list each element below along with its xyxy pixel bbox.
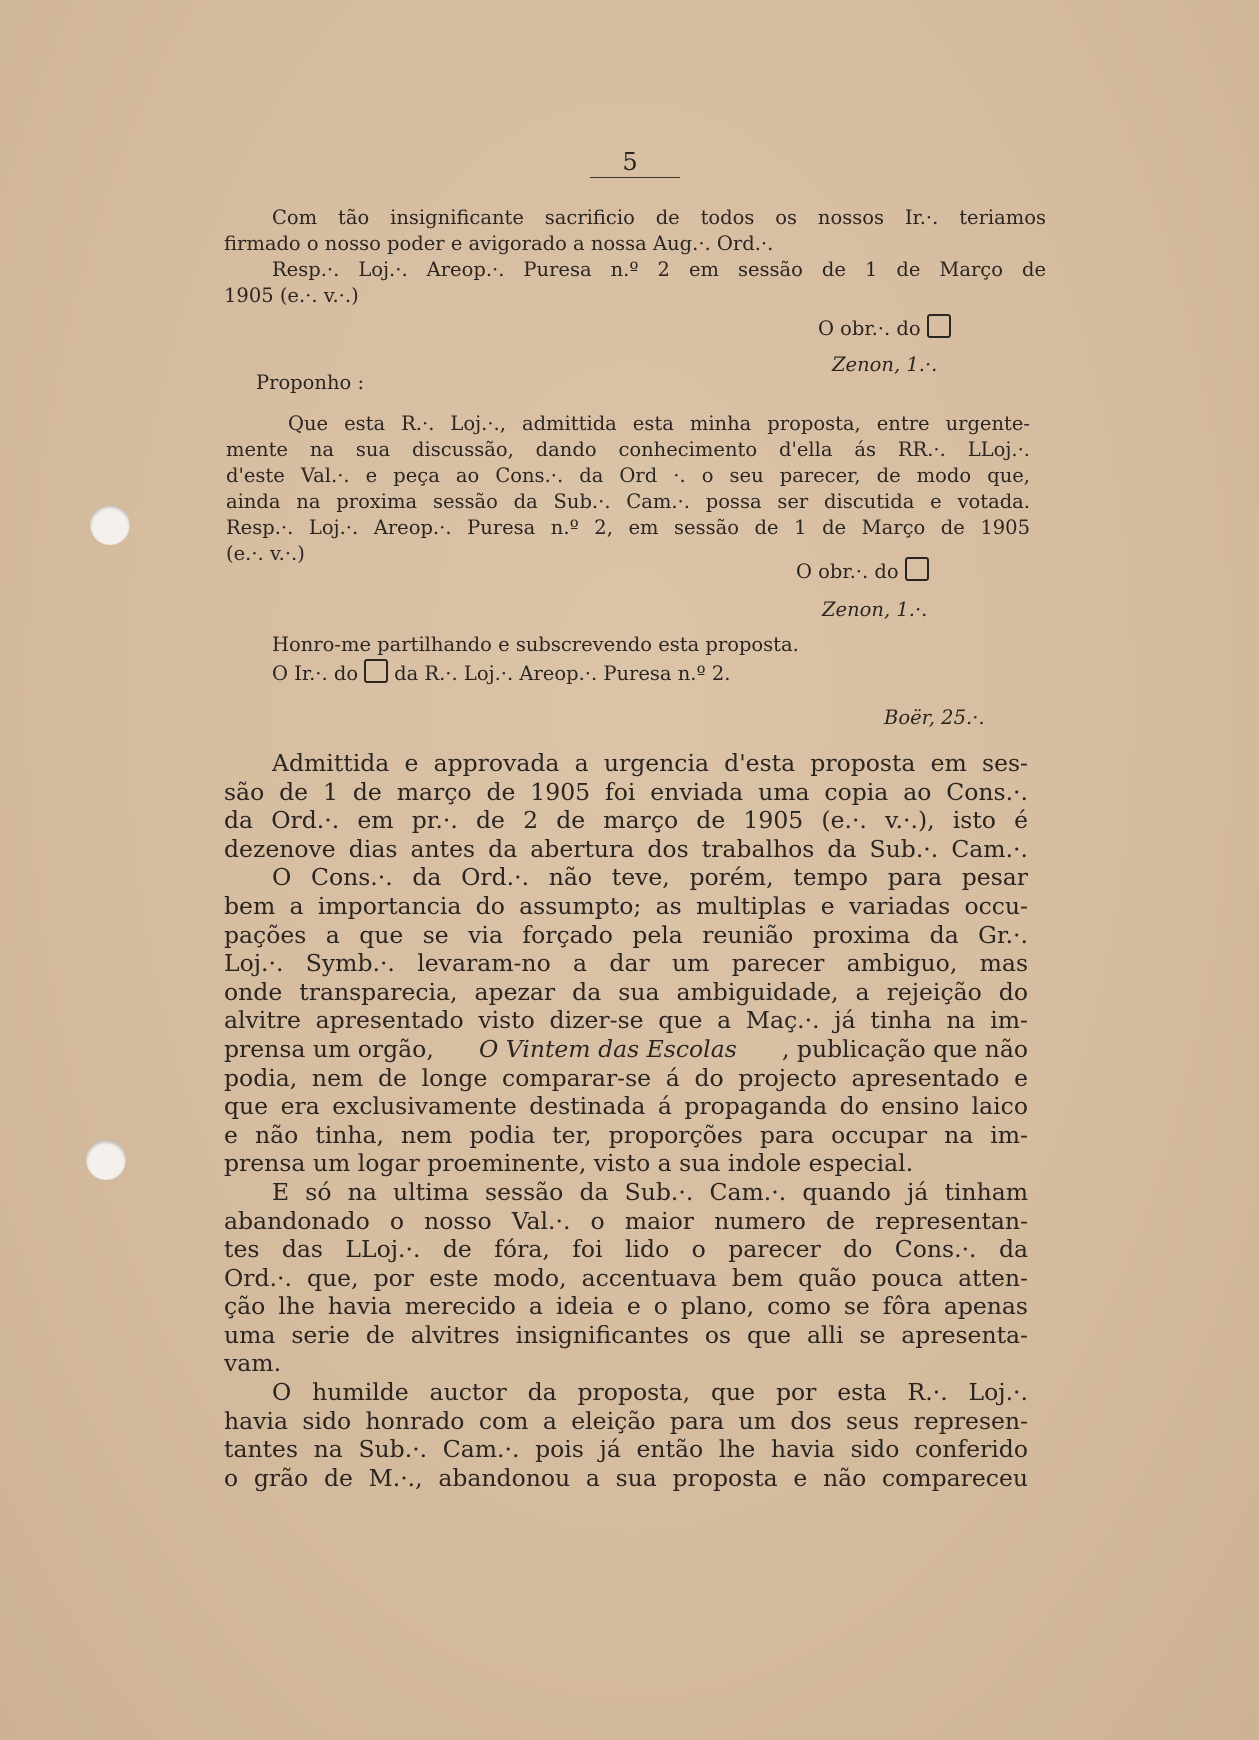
text-line: são de 1 de março de 1905 foi enviada uma copia ao Cons.·. <box>224 777 1028 806</box>
text-line: O humilde auctor da proposta, que por esta R.·. Loj.·. <box>272 1378 1028 1407</box>
text-line: mente na sua discussão, dando conhecimento d'ella ás RR.·. LLoj.·. <box>226 438 1030 461</box>
text-line: firmado o nosso poder e avigorado a nossa Aug.·. Ord.·. <box>224 232 774 255</box>
page-number: 5 <box>600 148 660 176</box>
text-line: que era exclusivamente destinada á propaganda do ensino laico <box>224 1092 1028 1121</box>
punch-hole-bottom <box>86 1140 126 1180</box>
signature-obr-2 <box>796 557 929 585</box>
text-line: e não tinha, nem podia ter, proporções para occupar na im- <box>224 1120 1028 1149</box>
honro-text-a: O Ir.·. do <box>272 662 359 685</box>
text-line: pações a que se via forçado pela reunião proxima da Gr.·. <box>224 920 1028 949</box>
text-line: abandonado o nosso Val.·. o maior numero de representan- <box>224 1206 1028 1235</box>
text-line: tes das LLoj.·. de fóra, foi lido o parecer do Cons.·. da <box>224 1235 1028 1264</box>
text-line: ainda na proxima sessão da Sub.·. Cam.·. possa ser discutida e votada. <box>226 490 1030 513</box>
signature-boer: Boër, 25.·. <box>884 706 985 729</box>
text-line: d'este Val.·. e peça ao Cons.·. da Ord ·. o seu parecer, de modo que, <box>226 464 1030 487</box>
text-line: onde transparecia, apezar da sua ambiguidade, a rejeição do <box>224 977 1028 1006</box>
text-line-with-title <box>224 1035 1028 1064</box>
signature-name: Zenon, 1.·. <box>822 598 928 621</box>
text-line: E só na ultima sessão da Sub.·. Cam.·. quando já tinham <box>272 1177 1028 1206</box>
text-line: podia, nem de longe comparar-se á do projecto apresentado e <box>224 1063 1028 1092</box>
text-line: Admittida e approvada a urgencia d'esta proposta em ses- <box>272 749 1028 777</box>
text-line: prensa um logar proeminente, visto a sua indole especial. <box>224 1149 914 1178</box>
text-line: 1905 (e.·. v.·.) <box>224 284 359 307</box>
signature-line: O obr.·. do <box>796 560 899 583</box>
text-line: Ord.·. que, por este modo, accentuava bem quão pouca atten- <box>224 1263 1028 1292</box>
proponho-heading: Proponho : <box>256 371 365 394</box>
text-line: O Cons.·. da Ord.·. não teve, porém, tempo para pesar <box>272 863 1028 892</box>
text-line: alvitre apresentado visto dizer-se que a Maç.·. já tinha na im- <box>224 1006 1028 1035</box>
text-line: ção lhe havia merecido a ideia e o plano, como se fôra apenas <box>224 1292 1028 1321</box>
signature-line: O obr.·. do <box>818 317 921 340</box>
publication-title: O Vintem das Escolas <box>479 1034 737 1063</box>
text-line: dezenove dias antes da abertura dos trabalhos da Sub.·. Cam.·. <box>224 834 1028 863</box>
honro-line-2 <box>272 659 730 687</box>
text-line: Que esta R.·. Loj.·., admittida esta minha proposta, entre urgente- <box>288 412 1030 435</box>
text-line: uma serie de alvitres insignificantes os que alli se apresenta- <box>224 1320 1028 1349</box>
text-fragment: prensa um orgão, <box>224 1034 434 1063</box>
square-symbol <box>364 659 388 683</box>
punch-hole-top <box>90 505 130 545</box>
square-symbol <box>927 314 951 338</box>
text-line: havia sido honrado com a eleição para um dos seus represen- <box>224 1406 1028 1435</box>
text-line: Com tão insignificante sacrificio de todos os nossos Ir.·. teriamos <box>272 206 1046 229</box>
text-line: tantes na Sub.·. Cam.·. pois já então lhe havia sido conferido <box>224 1435 1028 1464</box>
signature-obr-1 <box>818 314 951 342</box>
signature-name: Zenon, 1.·. <box>832 353 938 376</box>
text-line: vam. <box>224 1349 282 1378</box>
text-line: (e.·. v.·.) <box>226 542 305 565</box>
honro-line: Honro-me partilhando e subscrevendo esta proposta. <box>272 633 799 656</box>
honro-text-b: da R.·. Loj.·. Areop.·. Puresa n.º 2. <box>394 662 731 685</box>
body-text <box>224 749 1028 1492</box>
text-line: bem a importancia do assumpto; as multiplas e variadas occu- <box>224 891 1028 920</box>
text-fragment: , publicação que não <box>781 1034 1028 1063</box>
square-symbol <box>905 557 929 581</box>
text-line: Resp.·. Loj.·. Areop.·. Puresa n.º 2 em sessão de 1 de Março de <box>272 258 1046 281</box>
text-line: da Ord.·. em pr.·. de 2 de março de 1905 (e.·. v.·.), isto é <box>224 806 1028 835</box>
text-line: Resp.·. Loj.·. Areop.·. Puresa n.º 2, em sessão de 1 de Março de 1905 <box>226 516 1030 539</box>
text-line: o grão de M.·., abandonou a sua proposta e não compareceu <box>224 1463 1028 1492</box>
text-line: Loj.·. Symb.·. levaram-no a dar um parecer ambiguo, mas <box>224 949 1028 978</box>
